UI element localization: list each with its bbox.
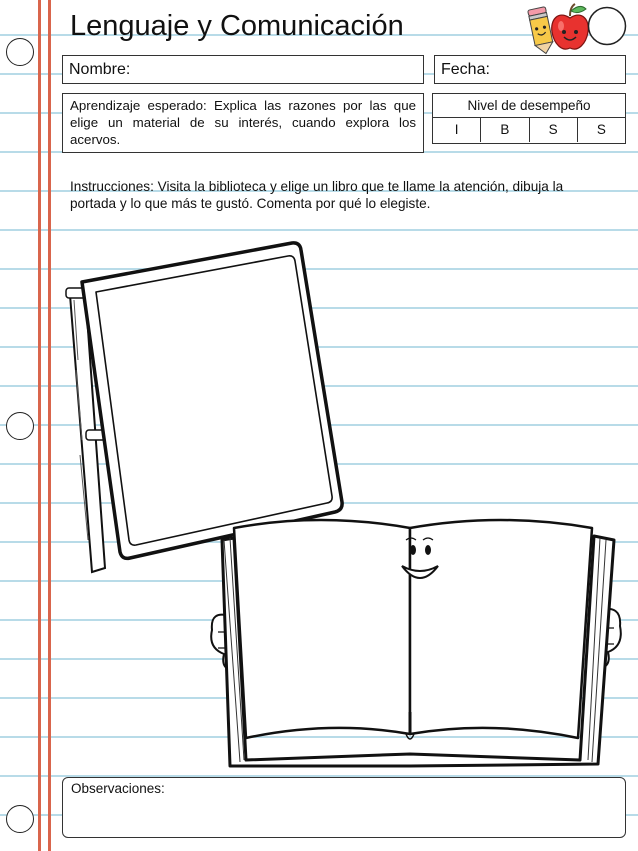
nivel-row	[433, 118, 625, 142]
fecha-label: Fecha:	[441, 61, 490, 78]
nivel-cell-s1[interactable]: S	[530, 118, 578, 142]
blank-circle	[587, 6, 627, 46]
apple-icon	[548, 2, 592, 52]
margin-line-left	[38, 0, 41, 851]
nivel-title: Nivel de desempeño	[433, 94, 625, 118]
instrucciones-text: Instrucciones: Visita la biblioteca y elige un libro que te llame la atención, dibuja la portada y lo que más te gustó. Comenta por qué lo elegiste.	[70, 179, 564, 211]
aprendizaje-box	[62, 93, 424, 153]
page-title: Lenguaje y Comunicación	[70, 10, 404, 42]
nivel-cell-s2[interactable]: S	[596, 122, 606, 137]
binder-hole-middle	[6, 412, 34, 440]
observaciones-box[interactable]	[62, 777, 626, 838]
margin-line-right	[48, 0, 51, 851]
nombre-field[interactable]	[62, 55, 424, 84]
observaciones-label: Observaciones:	[71, 781, 165, 796]
binder-hole-bottom	[6, 805, 34, 833]
open-book-drawing[interactable]	[210, 498, 630, 768]
nombre-label: Nombre:	[69, 61, 131, 78]
binder-hole-top	[6, 38, 34, 66]
nivel-cell-b[interactable]: B	[481, 118, 529, 142]
nivel-cell-i[interactable]: I	[433, 118, 481, 142]
aprendizaje-text: Aprendizaje esperado: Explica las razones por las que elige un material de su interés, cuando explora los acervos.	[70, 98, 416, 147]
nivel-desempeno-table	[432, 93, 626, 144]
fecha-field[interactable]	[434, 55, 626, 84]
